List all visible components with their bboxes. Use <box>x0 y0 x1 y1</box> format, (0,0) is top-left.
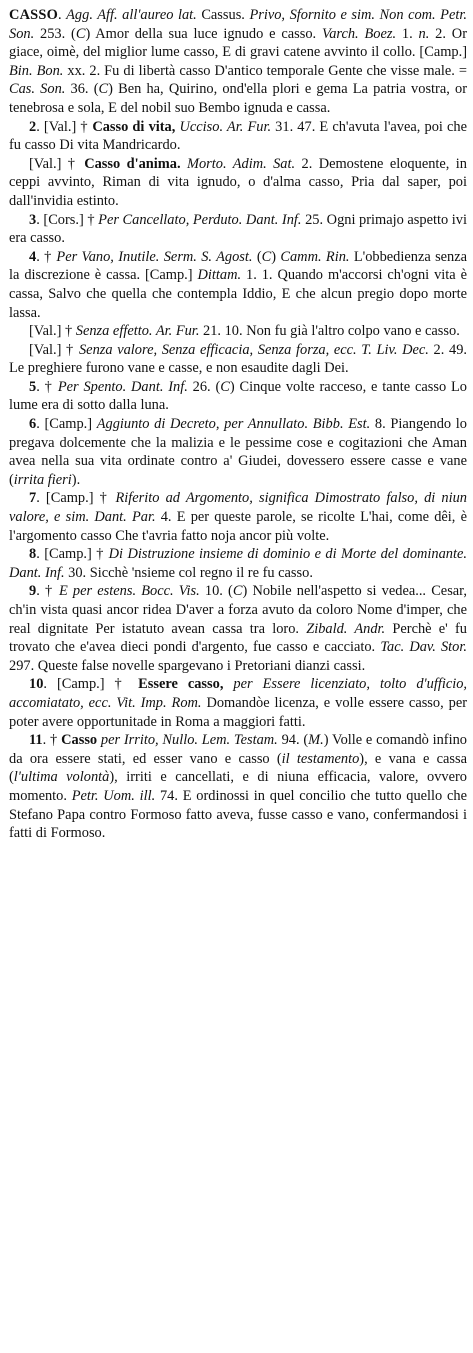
entry-text: 2. Or giace, oimè, del miglior lume casso, E di gravi catene avvinto il collo. [Camp.] <box>9 25 467 61</box>
italic-citation: all'aureo lat. <box>122 7 197 23</box>
italic-citation: irrita fieri <box>13 471 72 488</box>
entry-text: . [Camp.] <box>36 416 97 433</box>
entry-text: 21. 10. Non fu già l'altro colpo vano e casso. <box>199 323 460 340</box>
entry-text: 4. E per queste parole, se ricolte L'hai, come dêi, è l'argomento casso Che t'avria fatto noja ancor più volte. <box>9 509 467 544</box>
bold-label: Casso di vita, <box>92 118 176 135</box>
headword-entry <box>9 6 467 118</box>
entry-text: . † <box>36 248 57 265</box>
sense-paragraph <box>9 378 467 415</box>
entry-text: 25. Ogni primajo aspetto ivi era casso. <box>9 211 467 247</box>
entry-text: xx. 2. Fu di libertà casso D'antico temporale Gente che visse male. = <box>63 62 467 79</box>
italic-citation: Ucciso. Ar. Fur. <box>179 118 272 135</box>
italic-citation: Per Cancellato, Perduto. Dant. Inf. <box>98 211 302 228</box>
italic-citation: Cas. Son. <box>9 81 66 98</box>
sense-paragraph <box>9 341 467 378</box>
sense-paragraph <box>9 322 467 341</box>
italic-citation: Senza effetto. Ar. Fur. <box>75 323 200 340</box>
entry-text: . [Camp.] † <box>36 490 116 507</box>
entry-text: ) <box>271 248 281 265</box>
sense-paragraph <box>9 211 467 248</box>
italic-citation: Di Distruzione insieme di dominio e di Morte del dominante. Dant. Inf. <box>9 546 467 581</box>
entry-text: . [Val.] † <box>36 118 93 135</box>
bold-label: 10 <box>29 676 44 693</box>
italic-citation: Riferito ad Argomento, significa Dimostrato falso, di niun valore, e sim. Dant. Par. <box>9 490 467 526</box>
entry-text: 253. ( <box>34 25 76 42</box>
bold-label: 6 <box>29 416 37 433</box>
bold-label: 3 <box>29 211 37 228</box>
italic-citation: C <box>261 248 272 265</box>
sense-paragraph <box>9 582 467 675</box>
entry-text: [Val.] † <box>29 323 76 340</box>
bold-label: 5 <box>29 378 37 395</box>
italic-citation: Privo, Sfornito e sim. Non com. Petr. Son. <box>9 7 467 42</box>
italic-citation: C <box>220 378 230 395</box>
italic-citation: Morto. Adim. Sat. <box>187 155 296 172</box>
entry-text: 1. <box>396 25 419 42</box>
entry-text: ). <box>71 471 81 488</box>
bold-label: 8 <box>29 546 37 563</box>
entry-text: 2. 49. Le preghiere furono vane e casse, e non esaudite dagli Dei. <box>9 341 467 377</box>
headword: CASSO <box>9 7 58 23</box>
entry-text: . [Camp.] † <box>43 676 139 693</box>
entry-text: 36. ( <box>65 81 99 98</box>
entry-text: . † <box>42 732 62 749</box>
bold-label: 11 <box>29 732 43 749</box>
sense-paragraph <box>9 731 467 843</box>
italic-citation: C <box>98 81 109 98</box>
italic-citation: C <box>232 583 243 600</box>
italic-citation: per Essere licenziato, tolto d'ufficio, accomiatato, ecc. Vit. Imp. Rom. <box>9 676 467 711</box>
sense-paragraph <box>9 415 467 489</box>
entry-text: ), irriti e cancellati, e di niuna efficacia, valore, ovvero momento. <box>9 769 467 804</box>
bold-label: Essere casso, <box>138 676 224 693</box>
italic-citation: n. <box>418 25 430 42</box>
italic-citation: Aggiunto di Decreto, per Annullato. Bibb. Est. <box>96 416 371 433</box>
sense-paragraph <box>9 248 467 322</box>
sense-paragraph <box>9 675 467 731</box>
italic-citation: l'ultima volontà <box>13 769 110 786</box>
entry-text: ) Cinque volte racceso, e tante casso Lo lume era di sotto dalla luna. <box>9 378 467 414</box>
sense-paragraph <box>9 489 467 545</box>
bold-label: 9 <box>29 583 37 600</box>
entry-text: 74. E ordinossi in quel concilio che tutto quello che Stefano Papa contro Formoso fatto aveva, fusse casso e vano, confermandosi i fatti di Formoso. <box>9 787 467 842</box>
entry-text: 10. ( <box>199 583 233 600</box>
entry-text: . [Camp.] † <box>36 546 109 563</box>
entry-text: . <box>58 7 67 23</box>
italic-citation: Bin. Bon. <box>9 62 64 79</box>
bold-label: 4 <box>29 248 37 265</box>
italic-citation: Per Spento. Dant. Inf. <box>57 378 188 395</box>
sense-paragraph <box>9 118 467 155</box>
bold-label: 7 <box>29 490 37 507</box>
italic-citation: M. <box>308 732 324 749</box>
italic-citation: per Irrito, Nullo. Lem. Testam. <box>100 732 278 749</box>
entry-text: ) Ben ha, Quirino, ond'ella plori e gema La patria vostra, or tenebrosa e sola, E del nobil suo Bembo ignuda e cassa. <box>9 81 467 116</box>
entry-text: ) Amor della sua luce ignudo e casso. <box>85 25 322 42</box>
entry-text: 1. 1. Quando m'accorsi ch'ogni vita è cassa, Salvo che quella che contempla Iddio, E che alcun pregio dopo morte lassa. <box>9 267 467 321</box>
italic-citation: Varch. Boez. <box>322 25 397 42</box>
entry-text: ) Nobile nell'aspetto si vedea... Cesar, ch'in vista quasi ancor ridea D'aver a forza avuto da coloro Nome d'imper, che real dignitate Per istatuto avean cassa tra loro. <box>9 583 467 637</box>
bold-label: Casso d'anima. <box>84 155 181 172</box>
entry-text: 2. Demostene eloquente, in ceppi avvinto, Riman di vita ignudo, o d'alma casso, Pria dal saper, poi dall'invidia estinto. <box>9 155 467 209</box>
italic-citation: il testamento <box>281 750 360 767</box>
italic-citation: Agg. Aff. <box>66 7 118 23</box>
entry-text: 31. 47. E ch'avuta l'avea, poi che fu casso Di vita Mandricardo. <box>9 118 467 154</box>
italic-citation: Petr. Uom. ill. <box>71 787 156 804</box>
entry-text: . † <box>36 378 58 395</box>
entry-text: ), e vana e cassa ( <box>9 750 467 786</box>
entry-text: 30. Sicchè 'nsieme col regno il re fu casso. <box>64 564 313 581</box>
sense-paragraph <box>9 545 467 582</box>
entry-text: [Val.] † <box>29 341 79 358</box>
entry-text: . [Cors.] † <box>36 211 99 228</box>
entry-text: ) Volle e comandò infino da ora essere stati, ed esser vano e casso ( <box>9 732 467 767</box>
entry-text <box>223 676 233 692</box>
italic-citation: Dittam. <box>197 267 242 284</box>
bold-label: 2 <box>29 118 37 135</box>
sense-paragraph <box>9 155 467 211</box>
italic-citation: Camm. Rin. <box>280 248 350 265</box>
italic-citation: Tac. Dav. Stor. <box>380 639 467 656</box>
entry-text: [Val.] † <box>29 155 85 172</box>
entry-text: Cassus. <box>196 7 250 23</box>
entry-text: 26. ( <box>187 378 221 395</box>
italic-citation: Senza valore, Senza efficacia, Senza forza, ecc. T. Liv. Dec. <box>78 341 429 358</box>
entry-text: 297. Queste false novelle spargevano i Pretoriani dianzi cassi. <box>9 657 366 674</box>
entry-text: 8. Piangendo lo pregava dolcemente che la malizia e le pessime cose e cogitazioni che Aman avea nella sua vita ordinate contro a' Giudei, dovessero essere casse e vane ( <box>9 416 467 488</box>
italic-citation: E per estens. Bocc. Vis. <box>58 583 200 600</box>
entry-text: ( <box>252 248 262 265</box>
bold-label: Casso <box>61 732 98 749</box>
entry-text: 94. ( <box>277 732 309 749</box>
italic-citation: Per Vano, Inutile. Serm. S. Agost. <box>56 248 253 265</box>
entry-text: Perchè e' fu trovato che e'avea dieci pondi d'argento, fue casso e cacciato. <box>9 620 467 656</box>
italic-citation: Zibald. Andr. <box>306 620 386 637</box>
italic-citation: C <box>75 25 86 42</box>
entry-text: Domandòe licenza, e volle essere casso, per poter avere opportunitade in Roma a maggiori fatti. <box>9 694 468 730</box>
entry-text: . † <box>36 583 59 600</box>
entry-text: L'obbedienza senza la discrezione è cassa. [Camp.] <box>9 248 468 284</box>
